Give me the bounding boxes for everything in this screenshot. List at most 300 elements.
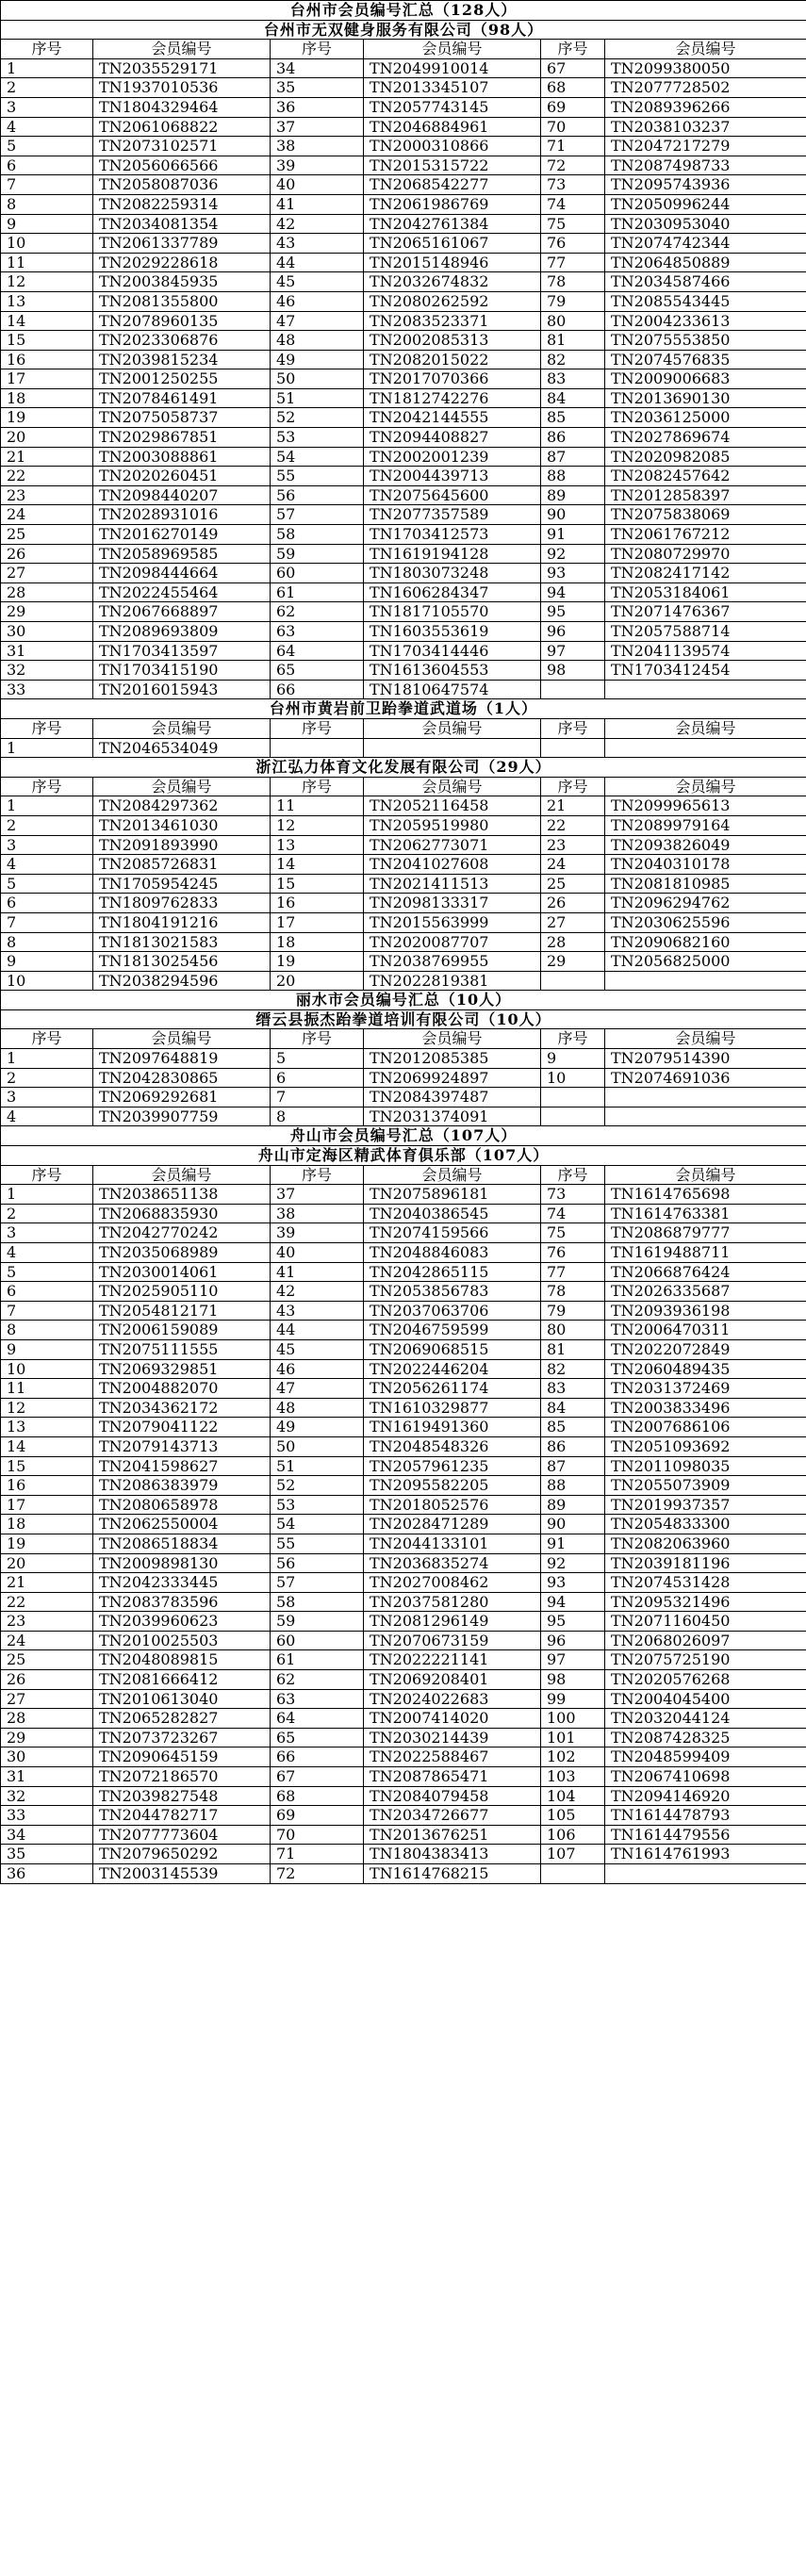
seq-cell: 56 <box>271 1553 364 1573</box>
member-id-cell: TN1610329877 <box>364 1398 541 1418</box>
seq-cell: 28 <box>1 582 93 602</box>
seq-cell: 15 <box>1 1456 93 1476</box>
member-id-cell: TN2004233613 <box>605 311 806 331</box>
seq-cell: 68 <box>541 78 605 98</box>
member-id-cell: TN2098444664 <box>93 564 271 583</box>
seq-cell: 4 <box>1 1107 93 1126</box>
column-header-seq: 序号 <box>271 40 364 59</box>
member-id-cell: TN1614479556 <box>605 1825 806 1845</box>
seq-cell: 10 <box>1 971 93 991</box>
seq-cell: 83 <box>541 369 605 389</box>
member-id-cell: TN2050996244 <box>605 194 806 214</box>
column-header-seq: 序号 <box>271 1029 364 1049</box>
seq-cell: 70 <box>271 1825 364 1845</box>
column-header-row <box>1 777 806 796</box>
member-id-cell: TN2054812171 <box>93 1301 271 1321</box>
seq-cell: 97 <box>541 641 605 661</box>
member-id-cell <box>605 1107 806 1126</box>
seq-cell: 62 <box>271 602 364 622</box>
member-id-cell: TN2074531428 <box>605 1573 806 1593</box>
seq-cell: 90 <box>541 505 605 525</box>
seq-cell: 30 <box>1 622 93 642</box>
member-id-cell: TN2071476367 <box>605 602 806 622</box>
member-id-cell <box>605 680 806 699</box>
section-title: 丽水市会员编号汇总（10人） <box>1 991 806 1010</box>
seq-cell: 74 <box>541 194 605 214</box>
member-id-cell: TN2048089815 <box>93 1650 271 1670</box>
member-id-cell: TN2091893990 <box>93 835 271 855</box>
member-id-cell: TN2034081354 <box>93 214 271 234</box>
seq-cell: 75 <box>541 1223 605 1243</box>
seq-cell: 5 <box>1 137 93 156</box>
member-id-cell: TN2080262592 <box>364 291 541 311</box>
column-header-seq: 序号 <box>541 777 605 796</box>
seq-cell: 106 <box>541 1825 605 1845</box>
member-id-cell: TN2094408827 <box>364 428 541 448</box>
seq-cell: 19 <box>1 408 93 428</box>
seq-cell: 97 <box>541 1650 605 1670</box>
member-id-cell: TN2046534049 <box>93 738 271 758</box>
member-id-cell: TN2032044124 <box>605 1709 806 1729</box>
member-table-body <box>1 1 806 1884</box>
member-id-cell: TN2026335687 <box>605 1282 806 1302</box>
table-row <box>1 97 806 117</box>
seq-cell: 7 <box>1 175 93 195</box>
column-header-row <box>1 718 806 738</box>
column-header-seq: 序号 <box>541 1029 605 1049</box>
seq-cell: 98 <box>541 1670 605 1690</box>
member-id-cell: TN2066876424 <box>605 1262 806 1282</box>
member-id-cell: TN2044782717 <box>93 1806 271 1826</box>
seq-cell: 26 <box>1 1670 93 1690</box>
member-id-cell: TN2041139574 <box>605 641 806 661</box>
column-header-member-id: 会员编号 <box>364 1029 541 1049</box>
member-id-cell: TN2084297362 <box>93 796 271 816</box>
seq-cell: 75 <box>541 214 605 234</box>
seq-cell: 1 <box>1 796 93 816</box>
table-row <box>1 1825 806 1845</box>
member-id-cell: TN2084397487 <box>364 1088 541 1108</box>
member-id-cell: TN2053856783 <box>364 1282 541 1302</box>
member-id-cell: TN2022072849 <box>605 1339 806 1359</box>
seq-cell: 93 <box>541 564 605 583</box>
member-id-cell: TN2075645600 <box>364 485 541 505</box>
seq-cell: 3 <box>1 1088 93 1108</box>
seq-cell: 80 <box>541 311 605 331</box>
table-row <box>1 485 806 505</box>
seq-cell: 38 <box>271 137 364 156</box>
member-id-cell: TN1614761993 <box>605 1845 806 1864</box>
member-id-cell: TN2030625596 <box>605 912 806 932</box>
member-id-cell: TN2003145539 <box>93 1864 271 1884</box>
member-id-cell: TN2040310178 <box>605 855 806 875</box>
member-id-cell: TN1703414446 <box>364 641 541 661</box>
member-id-cell: TN2087498733 <box>605 156 806 175</box>
seq-cell: 10 <box>1 234 93 254</box>
seq-cell: 47 <box>271 1379 364 1399</box>
column-header-member-id: 会员编号 <box>364 1165 541 1185</box>
table-row <box>1 1339 806 1359</box>
section-title: 缙云县振杰跆拳道培训有限公司（10人） <box>1 1009 806 1029</box>
member-id-cell: TN2095582205 <box>364 1476 541 1496</box>
seq-cell: 14 <box>1 1436 93 1456</box>
seq-cell: 22 <box>1 467 93 486</box>
table-row <box>1 1631 806 1650</box>
seq-cell: 27 <box>1 1689 93 1709</box>
seq-cell: 35 <box>1 1845 93 1864</box>
table-row <box>1 525 806 545</box>
member-id-cell: TN2020087707 <box>364 932 541 952</box>
seq-cell: 65 <box>271 661 364 681</box>
member-id-cell: TN2073102571 <box>93 137 271 156</box>
member-id-cell: TN2034362172 <box>93 1398 271 1418</box>
table-row <box>1 1282 806 1302</box>
member-id-cell: TN2040386545 <box>364 1204 541 1223</box>
seq-cell: 69 <box>541 97 605 117</box>
member-id-cell: TN2016015943 <box>93 680 271 699</box>
seq-cell: 44 <box>271 1321 364 1340</box>
table-row <box>1 1398 806 1418</box>
table-row <box>1 388 806 408</box>
seq-cell: 63 <box>271 622 364 642</box>
member-id-cell: TN2095321496 <box>605 1592 806 1612</box>
member-id-cell: TN2020982085 <box>605 447 806 467</box>
section-title: 浙江弘力体育文化发展有限公司（29人） <box>1 758 806 778</box>
member-id-cell: TN2038769955 <box>364 952 541 972</box>
seq-cell: 49 <box>271 1418 364 1437</box>
member-id-cell: TN1614768215 <box>364 1864 541 1884</box>
seq-cell: 32 <box>1 661 93 681</box>
seq-cell: 88 <box>541 467 605 486</box>
member-id-cell: TN2090682160 <box>605 932 806 952</box>
table-row <box>1 1185 806 1205</box>
column-header-member-id: 会员编号 <box>364 777 541 796</box>
column-header-member-id: 会员编号 <box>93 1165 271 1185</box>
member-id-cell: TN2097648819 <box>93 1049 271 1069</box>
member-id-cell: TN2065161067 <box>364 234 541 254</box>
seq-cell: 13 <box>1 1418 93 1437</box>
member-id-cell: TN2059519980 <box>364 815 541 835</box>
member-id-cell: TN2012085385 <box>364 1049 541 1069</box>
member-id-cell: TN2081666412 <box>93 1670 271 1690</box>
seq-cell: 71 <box>271 1845 364 1864</box>
table-row <box>1 331 806 351</box>
seq-cell: 20 <box>271 971 364 991</box>
table-row <box>1 156 806 175</box>
member-id-cell: TN2039827548 <box>93 1786 271 1806</box>
seq-cell: 36 <box>1 1864 93 1884</box>
member-id-cell: TN2010613040 <box>93 1689 271 1709</box>
seq-cell: 11 <box>271 796 364 816</box>
member-id-cell: TN2061068822 <box>93 117 271 137</box>
member-id-cell: TN2036125000 <box>605 408 806 428</box>
table-row <box>1 1650 806 1670</box>
member-id-cell: TN2075111555 <box>93 1339 271 1359</box>
table-row <box>1 1515 806 1534</box>
member-id-cell: TN2041027608 <box>364 855 541 875</box>
table-row <box>1 1709 806 1729</box>
seq-cell: 31 <box>1 1767 93 1787</box>
seq-cell: 8 <box>1 932 93 952</box>
column-header-seq: 序号 <box>271 718 364 738</box>
member-id-cell: TN2047217279 <box>605 137 806 156</box>
table-row <box>1 815 806 835</box>
table-row <box>1 1379 806 1399</box>
member-id-cell: TN2069068515 <box>364 1339 541 1359</box>
seq-cell: 62 <box>271 1670 364 1690</box>
seq-cell: 76 <box>541 1243 605 1263</box>
member-id-cell: TN2031372469 <box>605 1379 806 1399</box>
table-row <box>1 234 806 254</box>
seq-cell: 101 <box>541 1728 605 1747</box>
seq-cell: 9 <box>1 1339 93 1359</box>
seq-cell: 92 <box>541 1553 605 1573</box>
section-title-row <box>1 1009 806 1029</box>
table-row <box>1 1456 806 1476</box>
seq-cell: 3 <box>1 1223 93 1243</box>
table-row <box>1 1243 806 1263</box>
member-id-cell: TN1804329464 <box>93 97 271 117</box>
column-header-member-id: 会员编号 <box>605 718 806 738</box>
seq-cell: 7 <box>271 1088 364 1108</box>
member-id-cell: TN2056825000 <box>605 952 806 972</box>
column-header-member-id: 会员编号 <box>605 777 806 796</box>
member-id-cell: TN2058969585 <box>93 544 271 564</box>
member-id-cell: TN2083523371 <box>364 311 541 331</box>
member-id-cell: TN2087428325 <box>605 1728 806 1747</box>
column-header-member-id: 会员编号 <box>364 718 541 738</box>
table-row <box>1 932 806 952</box>
seq-cell: 14 <box>1 311 93 331</box>
table-row <box>1 835 806 855</box>
table-row <box>1 1068 806 1088</box>
member-id-cell: TN2030953040 <box>605 214 806 234</box>
column-header-member-id: 会员编号 <box>93 1029 271 1049</box>
column-header-seq: 序号 <box>271 1165 364 1185</box>
seq-cell <box>541 1864 605 1884</box>
member-id-cell: TN2029867851 <box>93 428 271 448</box>
member-id-cell: TN2006470311 <box>605 1321 806 1340</box>
column-header-member-id: 会员编号 <box>364 40 541 59</box>
member-id-cell: TN2001250255 <box>93 369 271 389</box>
table-row <box>1 1204 806 1223</box>
seq-cell: 60 <box>271 564 364 583</box>
seq-cell: 45 <box>271 272 364 292</box>
seq-cell: 94 <box>541 1592 605 1612</box>
member-id-cell: TN2054833300 <box>605 1515 806 1534</box>
column-header-seq: 序号 <box>1 40 93 59</box>
seq-cell: 11 <box>1 1379 93 1399</box>
member-id-cell: TN2013345107 <box>364 78 541 98</box>
seq-cell: 10 <box>1 1359 93 1379</box>
seq-cell: 17 <box>1 369 93 389</box>
seq-cell: 78 <box>541 272 605 292</box>
table-row <box>1 641 806 661</box>
seq-cell: 39 <box>271 1223 364 1243</box>
member-id-cell: TN2067668897 <box>93 602 271 622</box>
member-id-cell <box>605 1864 806 1884</box>
seq-cell: 91 <box>541 1534 605 1553</box>
member-id-cell: TN2093826049 <box>605 835 806 855</box>
table-row <box>1 428 806 448</box>
table-row <box>1 1670 806 1690</box>
seq-cell: 31 <box>1 641 93 661</box>
member-id-cell: TN2082063960 <box>605 1534 806 1553</box>
seq-cell: 23 <box>1 1612 93 1632</box>
member-id-cell: TN2081810985 <box>605 874 806 894</box>
member-id-cell: TN2064850889 <box>605 253 806 272</box>
seq-cell: 57 <box>271 1573 364 1593</box>
seq-cell: 12 <box>1 1398 93 1418</box>
member-id-cell: TN2068026097 <box>605 1631 806 1650</box>
seq-cell: 38 <box>271 1204 364 1223</box>
member-id-cell: TN2015563999 <box>364 912 541 932</box>
member-id-cell: TN2042144555 <box>364 408 541 428</box>
seq-cell: 95 <box>541 1612 605 1632</box>
seq-cell: 39 <box>271 156 364 175</box>
seq-cell: 29 <box>1 602 93 622</box>
table-row <box>1 602 806 622</box>
member-id-cell: TN2086383979 <box>93 1476 271 1496</box>
seq-cell: 6 <box>1 156 93 175</box>
member-id-cell: TN2061986769 <box>364 194 541 214</box>
member-id-cell: TN2021411513 <box>364 874 541 894</box>
seq-cell: 34 <box>271 58 364 78</box>
seq-cell: 43 <box>271 1301 364 1321</box>
seq-cell: 47 <box>271 311 364 331</box>
section-title-row <box>1 20 806 40</box>
table-row <box>1 1107 806 1126</box>
seq-cell: 65 <box>271 1728 364 1747</box>
table-row <box>1 971 806 991</box>
member-id-cell: TN2007414020 <box>364 1709 541 1729</box>
seq-cell: 85 <box>541 408 605 428</box>
table-row <box>1 1418 806 1437</box>
seq-cell: 53 <box>271 1495 364 1515</box>
member-id-cell: TN2023306876 <box>93 331 271 351</box>
table-row <box>1 1845 806 1864</box>
table-row <box>1 855 806 875</box>
member-id-cell: TN2034587466 <box>605 272 806 292</box>
seq-cell: 86 <box>541 428 605 448</box>
seq-cell: 93 <box>541 1573 605 1593</box>
member-id-cell: TN2039960623 <box>93 1612 271 1632</box>
seq-cell: 51 <box>271 1456 364 1476</box>
seq-cell: 6 <box>1 894 93 913</box>
member-id-cell: TN2057961235 <box>364 1456 541 1476</box>
member-id-cell: TN2017070366 <box>364 369 541 389</box>
member-id-cell: TN2003833496 <box>605 1398 806 1418</box>
table-row <box>1 447 806 467</box>
seq-cell: 8 <box>1 194 93 214</box>
member-id-cell: TN2070673159 <box>364 1631 541 1650</box>
member-id-cell: TN2025905110 <box>93 1282 271 1302</box>
seq-cell: 41 <box>271 194 364 214</box>
member-id-cell: TN2002085313 <box>364 331 541 351</box>
member-id-cell: TN2093936198 <box>605 1301 806 1321</box>
seq-cell: 2 <box>1 1068 93 1088</box>
member-id-cell: TN2022588467 <box>364 1747 541 1767</box>
member-id-cell: TN2038103237 <box>605 117 806 137</box>
seq-cell: 29 <box>1 1728 93 1747</box>
member-id-cell: TN1813025456 <box>93 952 271 972</box>
member-id-cell: TN1809762833 <box>93 894 271 913</box>
member-id-cell: TN2083783596 <box>93 1592 271 1612</box>
table-row <box>1 117 806 137</box>
seq-cell: 73 <box>541 175 605 195</box>
column-header-seq: 序号 <box>1 718 93 738</box>
member-id-cell: TN1803073248 <box>364 564 541 583</box>
table-row <box>1 1436 806 1456</box>
table-row <box>1 564 806 583</box>
seq-cell: 81 <box>541 331 605 351</box>
seq-cell: 104 <box>541 1786 605 1806</box>
member-id-cell: TN2044133101 <box>364 1534 541 1553</box>
seq-cell: 21 <box>541 796 605 816</box>
seq-cell: 35 <box>271 78 364 98</box>
seq-cell: 88 <box>541 1476 605 1496</box>
seq-cell: 107 <box>541 1845 605 1864</box>
column-header-member-id: 会员编号 <box>605 1029 806 1049</box>
member-id-cell: TN2094146920 <box>605 1786 806 1806</box>
member-id-cell: TN2057743145 <box>364 97 541 117</box>
member-id-cell: TN2012858397 <box>605 485 806 505</box>
member-id-cell: TN2056261174 <box>364 1379 541 1399</box>
table-row <box>1 1262 806 1282</box>
seq-cell: 80 <box>541 1321 605 1340</box>
member-id-cell: TN1703413597 <box>93 641 271 661</box>
column-header-seq: 序号 <box>271 777 364 796</box>
seq-cell: 33 <box>1 680 93 699</box>
seq-cell: 45 <box>271 1339 364 1359</box>
seq-cell: 4 <box>1 117 93 137</box>
seq-cell: 23 <box>541 835 605 855</box>
seq-cell: 3 <box>1 835 93 855</box>
table-row <box>1 1689 806 1709</box>
member-id-cell: TN2030014061 <box>93 1262 271 1282</box>
table-row <box>1 272 806 292</box>
table-row <box>1 1864 806 1884</box>
member-id-cell: TN1614478793 <box>605 1806 806 1826</box>
seq-cell: 4 <box>1 1243 93 1263</box>
member-id-cell: TN2079514390 <box>605 1049 806 1069</box>
member-id-cell: TN2080658978 <box>93 1495 271 1515</box>
seq-cell: 79 <box>541 1301 605 1321</box>
member-id-cell: TN2022446204 <box>364 1359 541 1379</box>
seq-cell: 90 <box>541 1515 605 1534</box>
member-id-cell: TN2075896181 <box>364 1185 541 1205</box>
table-row <box>1 680 806 699</box>
seq-cell: 11 <box>1 253 93 272</box>
table-row <box>1 1747 806 1767</box>
member-id-cell: TN2028471289 <box>364 1515 541 1534</box>
seq-cell: 24 <box>541 855 605 875</box>
member-id-cell: TN1813021583 <box>93 932 271 952</box>
seq-cell: 32 <box>1 1786 93 1806</box>
member-id-cell <box>605 1088 806 1108</box>
column-header-seq: 序号 <box>541 1165 605 1185</box>
member-id-cell: TN2061337789 <box>93 234 271 254</box>
member-id-cell: TN2048846083 <box>364 1243 541 1263</box>
member-id-cell: TN2027869674 <box>605 428 806 448</box>
section-title: 舟山市定海区精武体育俱乐部（107人） <box>1 1146 806 1166</box>
seq-cell: 27 <box>541 912 605 932</box>
seq-cell: 20 <box>1 1553 93 1573</box>
member-id-cell: TN2082015022 <box>364 350 541 369</box>
member-id-cell: TN2086879777 <box>605 1223 806 1243</box>
seq-cell: 100 <box>541 1709 605 1729</box>
seq-cell <box>541 738 605 758</box>
